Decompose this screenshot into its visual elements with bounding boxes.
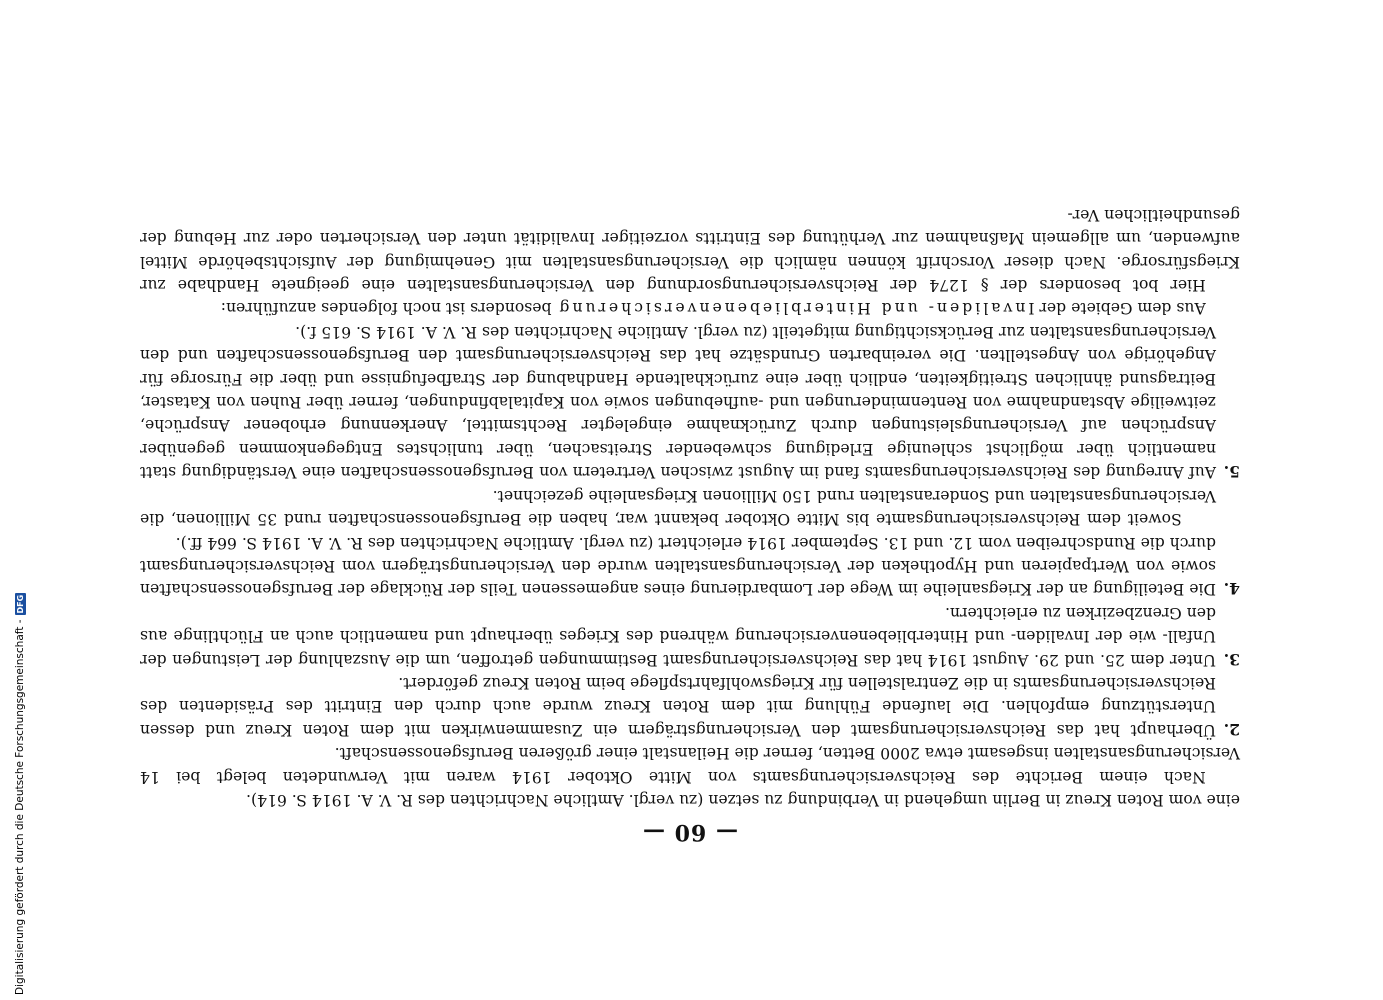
list-item (140, 319, 1240, 483)
page-body (140, 202, 1240, 811)
list-item-number: 5. (1223, 462, 1240, 482)
list-item-text: Die Beteiligung an der Kriegsanleihe im Wege der Lombardierung eines angemessenen Teils der Rücklage der Berufsgenossenschaften sowie von Wertpapieren und Hypotheken der Versicherungsanstalten wurde den Versicherungsträgern vom Reichsversicherungsamt durch die Rundschreiben vom 12. und 13. September 1914 erleichtert (zu vergl. Amtliche Nachrichten des R. V. A. 1914 S. 664 ff.). (140, 533, 1216, 599)
list-item-text: Überhaupt hat das Reichsversicherungsamt den Versicherungsträgern ein Zusammenwirken mit dem Roten Kreuz und dessen Unterstützung empfohlen. Die laufende Fühlung mit dem Roten Kreuz wurde auch durch den Eintritt des Präsidenten des Reichsversicherungsamts in die Zentralstellen für Kriegswohlfahrtspflege beim Roten Kreuz gefördert. (140, 673, 1216, 739)
section-intro: Aus dem Gebiete der (1039, 299, 1206, 318)
lead-followup-paragraph: Nach einem Berichte des Reichsversicherungsamts von Mitte Oktober 1914 waren mit Verwundeten belegt bei 14 Versicherungsanstalten insgesamt etwa 2000 Betten, ferner die Heilanstalt einer größeren Berufsgenossenschaft. (140, 744, 1240, 786)
section-heading-spaced: Invaliden- und Hinterbliebenenversicherung (556, 299, 1035, 318)
list-item-text: Unter dem 25. und 29. August 1914 hat das Reichsversicherungsamt Bestimmungen getroffen, um die Auszahlung der Leistungen der Unfall- wie der Invaliden- und Hinterbliebenenversicherung während des Krieges überhaupt und namentlich auch an Flüchtlinge aus den Grenzbezirken zu erleichtern. (140, 603, 1216, 669)
scanned-page (140, 205, 1240, 845)
list-item-number: 3. (1223, 649, 1240, 669)
section-tail: besonders ist noch folgendes anzuführen: (220, 299, 552, 318)
list-item-number: 2. (1223, 719, 1240, 739)
page-number: — 60 — (642, 819, 738, 845)
list-item-number: 4. (1223, 579, 1240, 599)
digitization-credit (12, 594, 28, 995)
dfg-logo: DFG (15, 594, 25, 614)
lead-paragraph: eine vom Roten Kreuz in Berlin umgehend in Verbindung zu setzen (zu vergl. Amtliche Nachrichten des R. V. A. 1914 S. 614). (246, 791, 1240, 809)
list-item (140, 483, 1240, 600)
final-paragraph: Hier bot besonders der § 1274 der Reichsversicherungsordnung den Versicherungsanstalten eine geeignete Handhabe zur Kriegsfürsorge. Nach dieser Vorschrift können nämlich die Versicherungsanstalten mit Genehmigung der Aufsichtsbehörde Mittel aufwenden, um allgemein Maßnahmen zur Verhütung des Eintritts vorzeitiger Invalidität unter den Versicherten oder zur Hebung der gesundheitlichen Ver- (140, 205, 1240, 295)
list-item-text: Auf Anregung des Reichsversicherungsamts fand im August zwischen Vertretern von Berufsgenossenschaften eine Verständigung statt namentlich über möglichst schleunige Erledigung schwebender Streitsachen, über tunlichstes Entgegenkommen gegenüber Ansprüchen auf Versicherungsleistungen durch Zurücknahme eingelegter Rechtsmittel, Anerkennung erhobener Ansprüche, zeitweilige Abstandnahme von Rentenminderungen und -aufhebungen sowie von Kapitalabfindungen, ferner über Ruhen von Kataster, Beitragsund ähnlichen Streitigkeiten, endlich über eine zurückhaltende Handhabung der Strafbefugnisse und über die Fürsorge für Angehörige von Angestellten. Die vereinbarten Grundsätze hat das Reichsversicherungsamt den Berufsgenossenschaften und den Versicherungsanstalten zur Berücksichtigung mitgeteilt (zu vergl. Amtliche Nachrichten des R. V. A. 1914 S. 615 f.). (140, 322, 1216, 482)
list-item (140, 600, 1240, 670)
section-paragraph (140, 296, 1240, 319)
digitization-credit-text: Digitalisierung gefördert durch die Deutsche Forschungsgemeinschaft - (14, 619, 26, 995)
list-item-followup: Soweit dem Reichsversicherungsamte bis Mitte Oktober bekannt war, haben die Berufsgenossenschaften rund 35 Millionen, die Versicherungsanstalten und Sonderanstalten rund 150 Millionen Kriegsanleihe gezeichnet. (140, 486, 1216, 529)
list-item (140, 671, 1240, 741)
